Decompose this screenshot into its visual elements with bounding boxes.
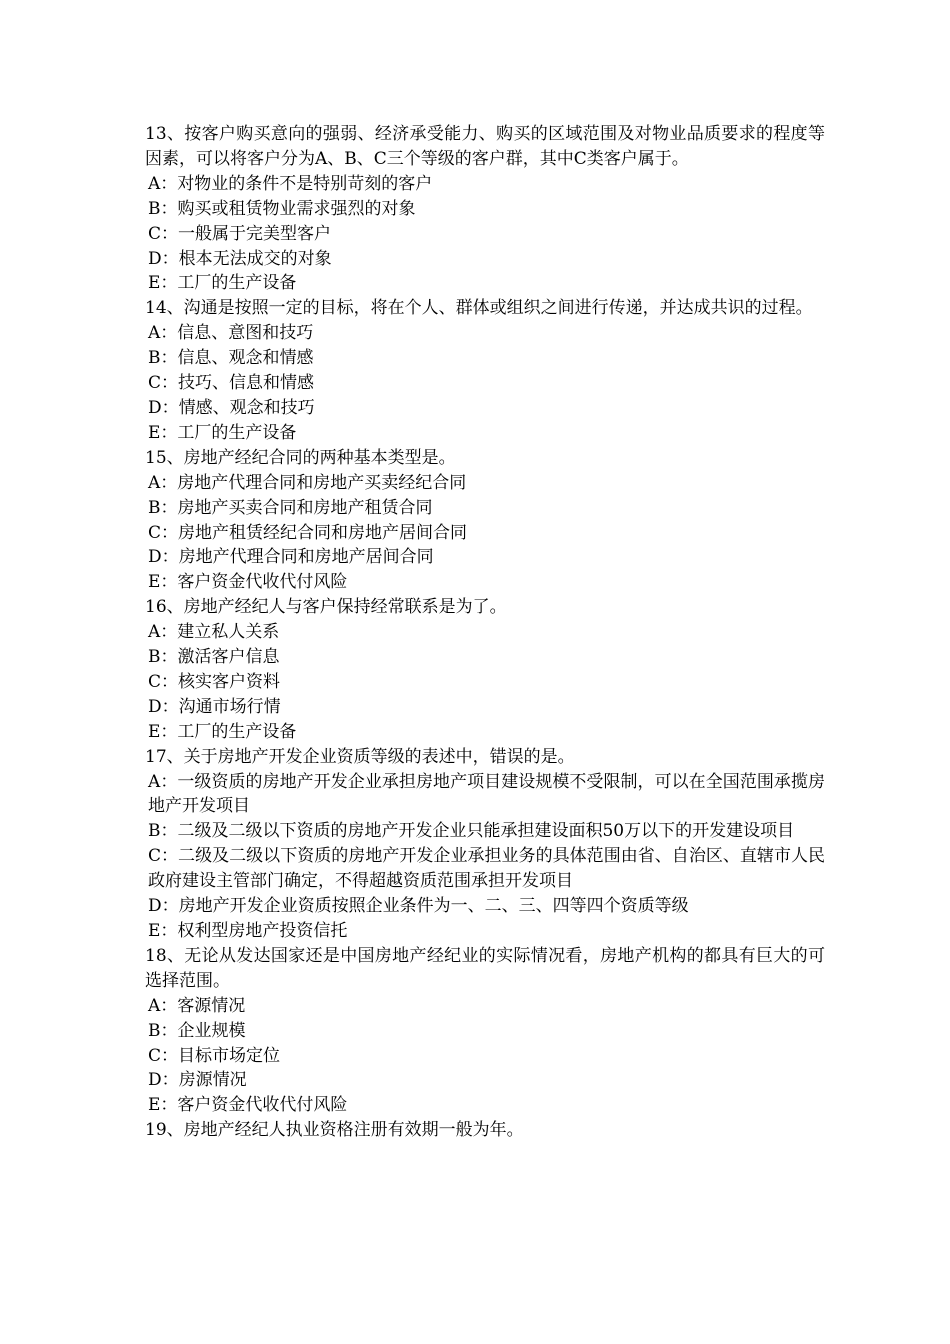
option-c: C：技巧、信息和情感 — [148, 373, 315, 394]
question-16 — [145, 595, 825, 744]
question-stem: 19、房地产经纪人执业资格注册有效期一般为年。 — [145, 1120, 524, 1141]
option-b: B：二级及二级以下资质的房地产开发企业只能承担建设面积50万以下的开发建设项目 — [148, 821, 795, 842]
option-a: A：一级资质的房地产开发企业承担房地产项目建设规模不受限制，可以在全国范围承揽房地产开发项目 — [148, 771, 825, 817]
option-list — [145, 994, 825, 1119]
option-b: B：企业规模 — [148, 1020, 246, 1041]
question-14 — [145, 296, 825, 445]
option-c: C：二级及二级以下资质的房地产开发企业承担业务的具体范围由省、自治区、直辖市人民政府建设主管部门确定，不得超越资质范围承担开发项目 — [148, 846, 825, 892]
option-a: A：对物业的条件不是特别苛刻的客户 — [148, 173, 433, 194]
option-d: D：沟通市场行情 — [148, 696, 281, 717]
option-e: E：工厂的生产设备 — [148, 273, 297, 294]
option-b: B：房地产买卖合同和房地产租赁合同 — [148, 497, 433, 518]
question-19 — [145, 1118, 825, 1143]
option-c: C：房地产租赁经纪合同和房地产居间合同 — [148, 522, 468, 543]
option-e: E：工厂的生产设备 — [148, 422, 297, 443]
option-a: A：信息、意图和技巧 — [148, 323, 314, 344]
question-13 — [145, 122, 825, 296]
question-stem: 17、关于房地产开发企业资质等级的表述中，错误的是。 — [145, 746, 575, 767]
option-list — [145, 620, 825, 745]
question-stem: 16、房地产经纪人与客户保持经常联系是为了。 — [145, 597, 507, 618]
option-d: D：情感、观念和技巧 — [148, 397, 315, 418]
question-stem: 14、沟通是按照一定的目标，将在个人、群体或组织之间进行传递，并达成共识的过程。 — [145, 298, 813, 319]
question-18 — [145, 944, 825, 1118]
option-b: B：购买或租赁物业需求强烈的对象 — [148, 198, 416, 219]
option-d: D：房地产开发企业资质按照企业条件为一、二、三、四等四个资质等级 — [148, 896, 689, 917]
option-e: E：工厂的生产设备 — [148, 721, 297, 742]
question-stem: 18、无论从发达国家还是中国房地产经纪业的实际情况看，房地产机构的都具有巨大的可选择范围。 — [145, 945, 825, 991]
option-b: B：激活客户信息 — [148, 647, 280, 668]
option-c: C：一般属于完美型客户 — [148, 223, 332, 244]
document-page — [145, 122, 825, 1143]
question-17 — [145, 745, 825, 944]
option-c: C：目标市场定位 — [148, 1045, 281, 1066]
option-e: E：客户资金代收代付风险 — [148, 572, 348, 593]
option-list — [145, 770, 825, 944]
option-a: A：客源情况 — [148, 995, 246, 1016]
question-15 — [145, 446, 825, 595]
option-d: D：房源情况 — [148, 1070, 247, 1091]
option-list — [145, 321, 825, 446]
option-c: C：核实客户资料 — [148, 671, 281, 692]
option-list — [145, 172, 825, 297]
question-stem: 15、房地产经纪合同的两种基本类型是。 — [145, 447, 456, 468]
option-d: D：根本无法成交的对象 — [148, 248, 332, 269]
option-d: D：房地产代理合同和房地产居间合同 — [148, 547, 434, 568]
option-list — [145, 471, 825, 596]
option-e: E：客户资金代收代付风险 — [148, 1095, 348, 1116]
question-stem: 13、按客户购买意向的强弱、经济承受能力、购买的区域范围及对物业品质要求的程度等因素，可以将客户分为A、B、C三个等级的客户群，其中C类客户属于。 — [145, 124, 825, 169]
option-a: A：建立私人关系 — [148, 622, 280, 643]
option-a: A：房地产代理合同和房地产买卖经纪合同 — [148, 472, 467, 493]
option-b: B：信息、观念和情感 — [148, 348, 314, 369]
option-e: E：权利型房地产投资信托 — [148, 921, 348, 941]
